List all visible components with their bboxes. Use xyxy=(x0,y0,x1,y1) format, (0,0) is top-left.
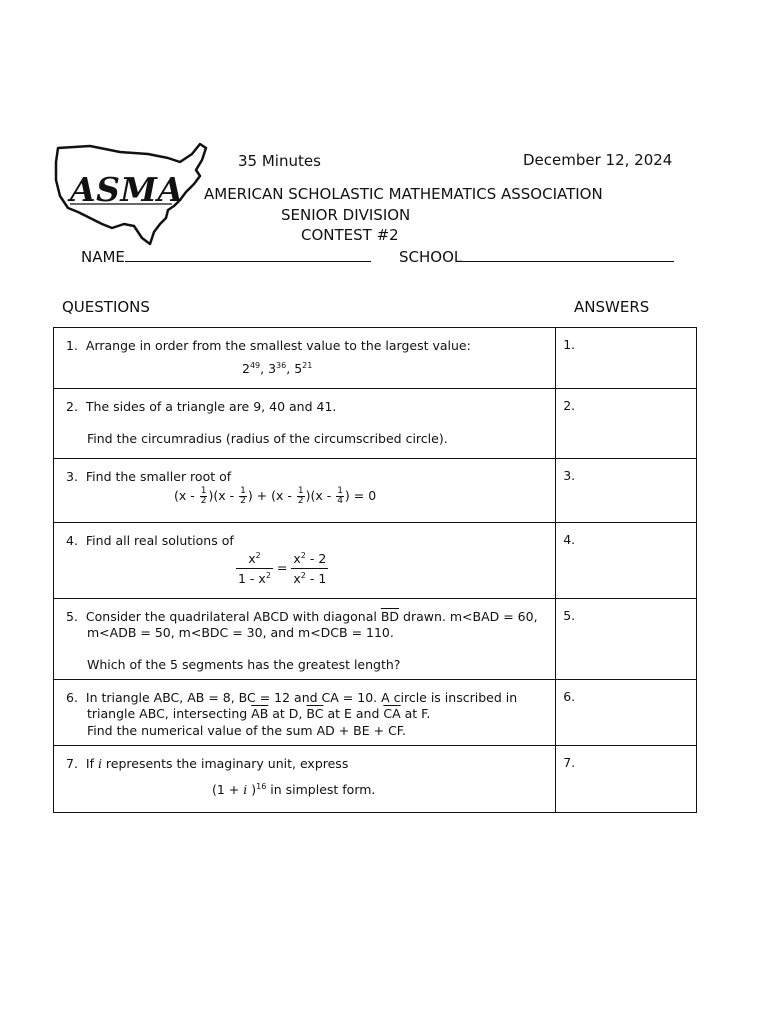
question-1-text: Arrange in order from the smallest value to the largest value: xyxy=(85,338,471,353)
question-2-text: The sides of a triangle are 9, 40 and 41. xyxy=(85,399,337,414)
question-6-text-3: Find the numerical value of the sum AD + BE + CF. xyxy=(87,723,406,738)
question-4-text: Find all real solutions of xyxy=(85,533,234,548)
logo-text: ASMA xyxy=(70,170,184,209)
question-6-text: In triangle ABC, AB = 8, BC = 12 and CA = 10. A circle is inscribed in xyxy=(85,690,518,705)
question-row-5 xyxy=(54,599,697,680)
school-field[interactable] xyxy=(462,247,674,262)
question-row-6 xyxy=(54,680,697,746)
answer-cell-7[interactable]: 7. xyxy=(556,746,697,813)
question-4-equation: $\frac{x^2}{1 - x^2}$ = $\frac{x^2 - 2}{x^2 - 1}$ xyxy=(238,551,327,587)
questions-table xyxy=(53,327,697,813)
question-row-1 xyxy=(54,328,697,389)
questions-heading: QUESTIONS xyxy=(62,298,150,316)
question-cell: 5. Consider the quadrilateral ABCD with diagonal $\overline{BD}$ drawn. m<BAD = 60, m<ADB = 50, m<BDC = 30, and m<DCB = 110. Which of the 5 segments has the greatest length? xyxy=(54,599,556,680)
answer-cell-1[interactable]: 1. xyxy=(556,328,697,389)
answer-cell-4[interactable]: 4. xyxy=(556,523,697,599)
question-row-4 xyxy=(54,523,697,599)
question-row-2 xyxy=(54,389,697,459)
question-5-text: Consider the quadrilateral ABCD with diagonal xyxy=(85,609,381,624)
question-7-expression: (1 + i )$^{16}$ in simplest form. xyxy=(212,782,376,798)
question-2-text-2: Find the circumradius (radius of the circumscribed circle). xyxy=(87,431,448,446)
question-3-equation: (x - $\frac{1}{2}$ )(x - $\frac{1}{2}$ ) + (x - $\frac{1}{2}$ )(x - $\frac{1}{4}$ ) = 0 xyxy=(174,486,377,506)
answers-heading: ANSWERS xyxy=(574,298,650,316)
question-5-text-3: Which of the 5 segments has the greatest length? xyxy=(87,657,401,672)
answer-cell-2[interactable]: 2. xyxy=(556,389,697,459)
time-limit: 35 Minutes xyxy=(238,152,321,170)
answer-cell-3[interactable]: 3. xyxy=(556,459,697,523)
question-1-terms: $2^{49}$, $3^{36}$, $5^{21}$ xyxy=(242,361,313,377)
question-cell: 2. The sides of a triangle are 9, 40 and 41. Find the circumradius (radius of the circumscribed circle). xyxy=(54,389,556,459)
question-cell: 7. If i represents the imaginary unit, express (1 + i )$^{16}$ in simplest form. xyxy=(54,746,556,813)
question-cell: 1. Arrange in order from the smallest value to the largest value: $2^{49}$, $3^{36}$, $5^{21}$ xyxy=(54,328,556,389)
division: SENIOR DIVISION xyxy=(281,206,411,224)
answer-cell-6[interactable]: 6. xyxy=(556,680,697,746)
school-row xyxy=(399,247,674,266)
question-3-text: Find the smaller root of xyxy=(85,469,232,484)
contest-date: December 12, 2024 xyxy=(523,151,673,169)
school-label: SCHOOL xyxy=(399,248,463,266)
question-row-7 xyxy=(54,746,697,813)
question-row-3 xyxy=(54,459,697,523)
name-label: NAME xyxy=(81,248,125,266)
question-5-text-2: m<ADB = 50, m<BDC = 30, and m<DCB = 110. xyxy=(87,625,394,640)
question-cell: 4. Find all real solutions of $\frac{x^2}{1 - x^2}$ = $\frac{x^2 - 2}{x^2 - 1}$ xyxy=(54,523,556,599)
contest-number: CONTEST #2 xyxy=(301,226,399,244)
question-cell: 6. In triangle ABC, AB = 8, BC = 12 and CA = 10. A circle is inscribed in triangle ABC, intersecting $\overline{AB}$ at D, $\overline{BC}$ at E and $\overline{CA}$ at F. Find the numerical value of the sum AD + BE + CF. xyxy=(54,680,556,746)
answer-cell-5[interactable]: 5. xyxy=(556,599,697,680)
question-7-text: If xyxy=(85,756,98,771)
question-6-text-2: triangle ABC, intersecting $\overline{AB}$ at D, $\overline{BC}$ at E and $\overline{CA}$ at F. xyxy=(87,706,431,721)
question-cell: 3. Find the smaller root of (x - $\frac{1}{2}$ )(x - $\frac{1}{2}$ ) + (x - $\frac{1}{2}$ )(x - $\frac{1}{4}$ ) = 0 xyxy=(54,459,556,523)
name-field[interactable] xyxy=(125,247,371,262)
name-row xyxy=(81,247,371,266)
org-name: AMERICAN SCHOLASTIC MATHEMATICS ASSOCIATION xyxy=(204,185,603,203)
